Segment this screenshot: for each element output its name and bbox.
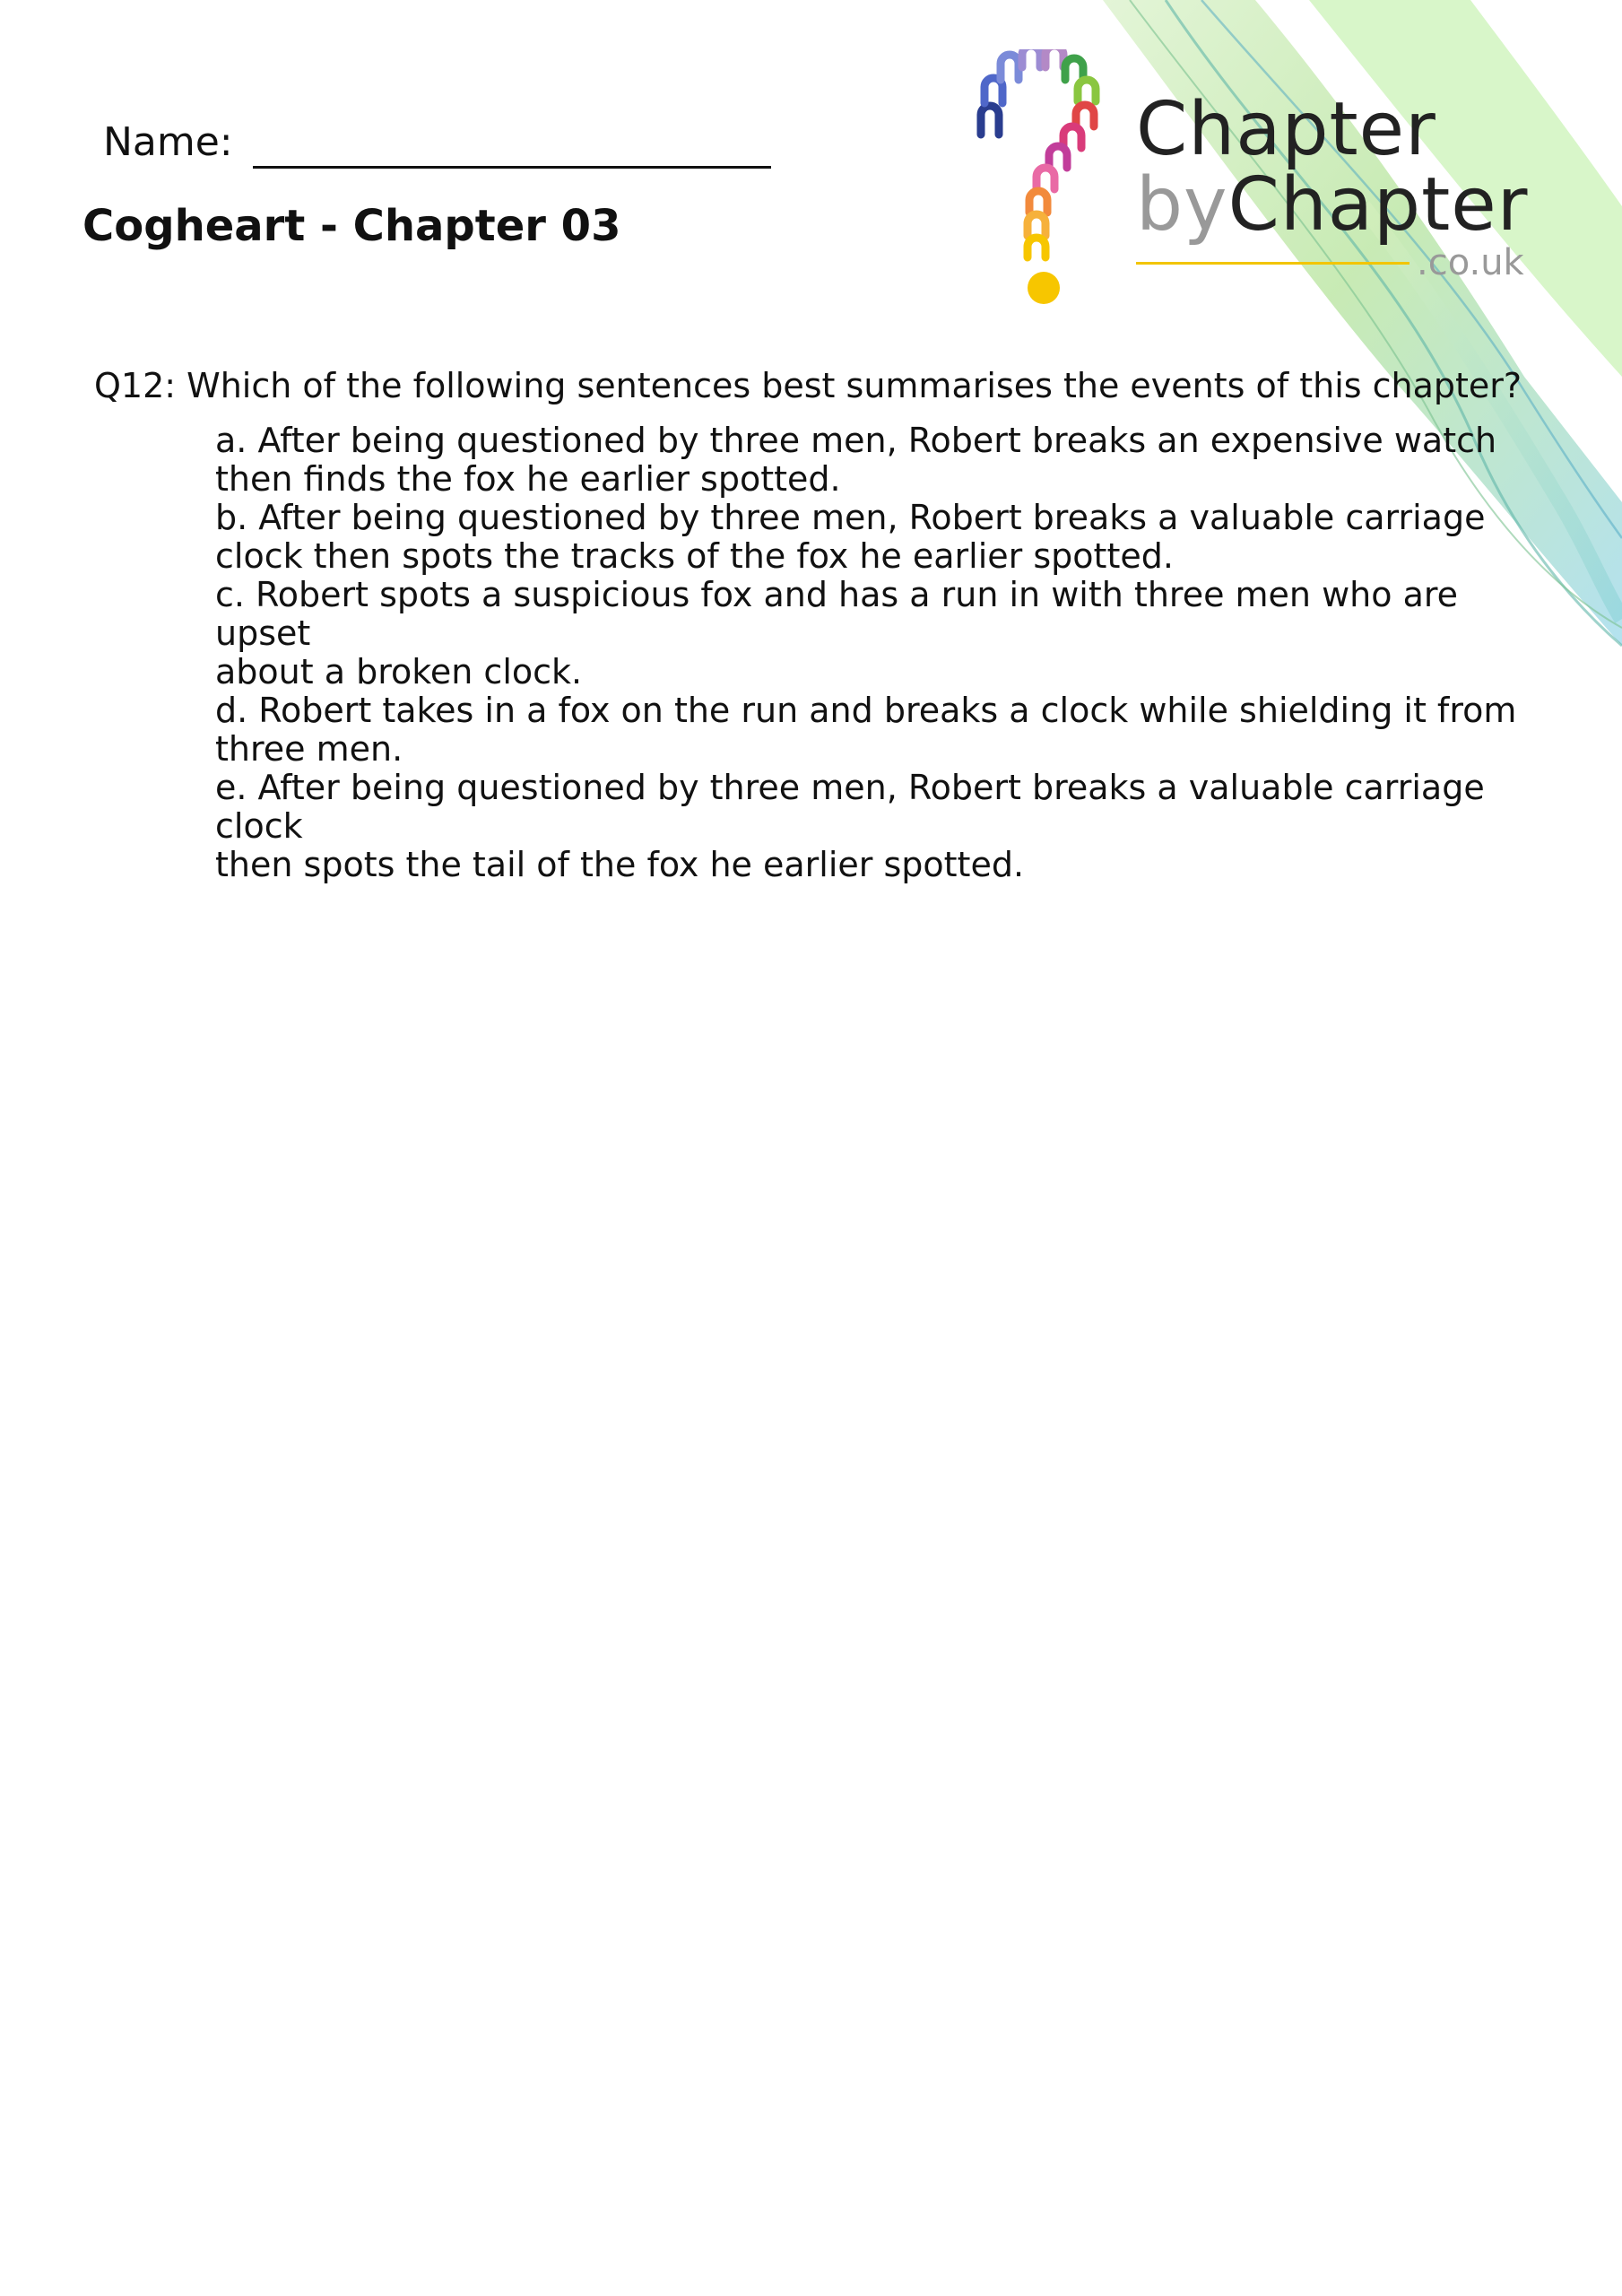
chapter-by-chapter-logo — [959, 49, 1551, 318]
logo-rule — [1136, 262, 1409, 265]
option-b-line1: b. After being questioned by three men, Robert breaks a valuable carriage — [215, 498, 1486, 537]
option-c-line2: about a broken clock. — [215, 652, 583, 691]
logo-wordmark — [1136, 87, 1529, 283]
logo-line2 — [1136, 162, 1529, 248]
logo-line1: Chapter — [1136, 87, 1436, 172]
name-label: Name: — [103, 119, 233, 165]
books-question-mark-icon — [959, 49, 1130, 318]
option-e-line2: then spots the tail of the fox he earlier spotted. — [215, 845, 1025, 884]
answer-options — [215, 422, 1560, 884]
option-b-line2: clock then spots the tracks of the fox he earlier spotted. — [215, 536, 1174, 576]
logo-domain-row — [1136, 243, 1528, 283]
option-a[interactable] — [215, 422, 1560, 499]
name-blank-line[interactable] — [253, 119, 771, 169]
option-d-line2: three men. — [215, 729, 403, 769]
option-e-line1: e. After being questioned by three men, Robert breaks a valuable carriage clock — [215, 768, 1485, 846]
logo-domain: .co.uk — [1417, 242, 1524, 283]
option-a-line1: a. After being questioned by three men, Robert breaks an expensive watch — [215, 421, 1497, 460]
option-c-line1: c. Robert spots a suspicious fox and has a run in with three men who are upset — [215, 575, 1459, 653]
option-d-line1: d. Robert takes in a fox on the run and breaks a clock while shielding it from — [215, 691, 1517, 730]
question-text: Q12: Which of the following sentences best summarises the events of this chapter? — [94, 366, 1522, 405]
logo-chapter: Chapter — [1227, 162, 1529, 248]
name-field-row — [103, 117, 771, 169]
option-e[interactable] — [215, 769, 1560, 884]
option-c[interactable] — [215, 576, 1560, 691]
page-title: Cogheart - Chapter 03 — [82, 201, 621, 251]
option-b[interactable] — [215, 499, 1560, 576]
logo-by: by — [1136, 162, 1228, 248]
option-d[interactable] — [215, 691, 1560, 769]
option-a-line2: then finds the fox he earlier spotted. — [215, 459, 841, 499]
